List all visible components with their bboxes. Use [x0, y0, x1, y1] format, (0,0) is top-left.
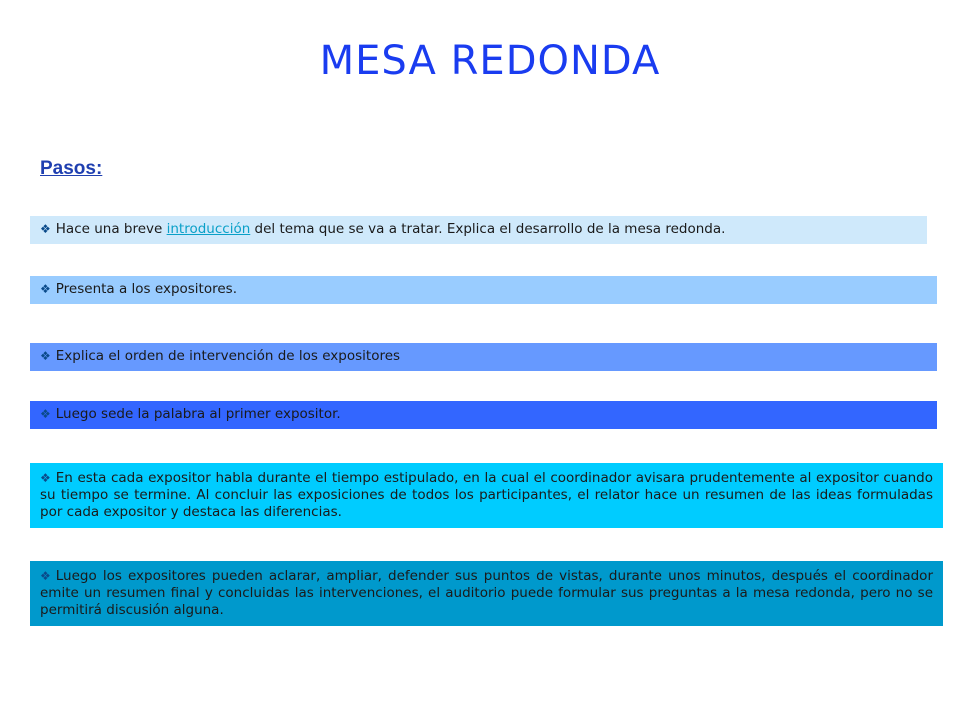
- step-3-text: Explica el orden de intervención de los expositores: [55, 348, 401, 364]
- introduccion-link[interactable]: introducción: [166, 221, 251, 237]
- step-1-text-after: del tema que se va a tratar. Explica el desarrollo de la mesa redonda.: [250, 221, 726, 237]
- step-2: [30, 276, 937, 304]
- step-4-text: Luego sede la palabra al primer expositor.: [55, 406, 341, 422]
- steps-heading: Pasos:: [40, 158, 103, 179]
- step-4: [30, 401, 937, 429]
- diamond-bullet-icon: ❖: [40, 569, 51, 583]
- step-6-text: Luego los expositores pueden aclarar, ampliar, defender sus puntos de vistas, durante unos minutos, después el coordinador emite un resumen final y concluidas las intervenciones, el auditorio puede formular sus preguntas a la mesa redonda, pero no se permitirá discusión alguna.: [40, 568, 933, 618]
- diamond-bullet-icon: ❖: [40, 222, 51, 236]
- step-5-text: En esta cada expositor habla durante el tiempo estipulado, en la cual el coordinador avisara prudentemente al expositor cuando su tiempo se termine. Al concluir las exposiciones de todos los participantes, el relator hace un resumen de las ideas formuladas por cada expositor y destaca las diferencias.: [40, 470, 933, 520]
- diamond-bullet-icon: ❖: [40, 349, 51, 363]
- diamond-bullet-icon: ❖: [40, 407, 51, 421]
- step-5: [30, 463, 943, 528]
- diamond-bullet-icon: ❖: [40, 282, 51, 296]
- step-1-text-before: Hace una breve: [55, 221, 167, 237]
- diamond-bullet-icon: ❖: [40, 471, 51, 485]
- step-3: [30, 343, 937, 371]
- page-title: MESA REDONDA: [319, 38, 661, 84]
- step-2-text: Presenta a los expositores.: [55, 281, 237, 297]
- step-6: [30, 561, 943, 626]
- step-1: [30, 216, 927, 244]
